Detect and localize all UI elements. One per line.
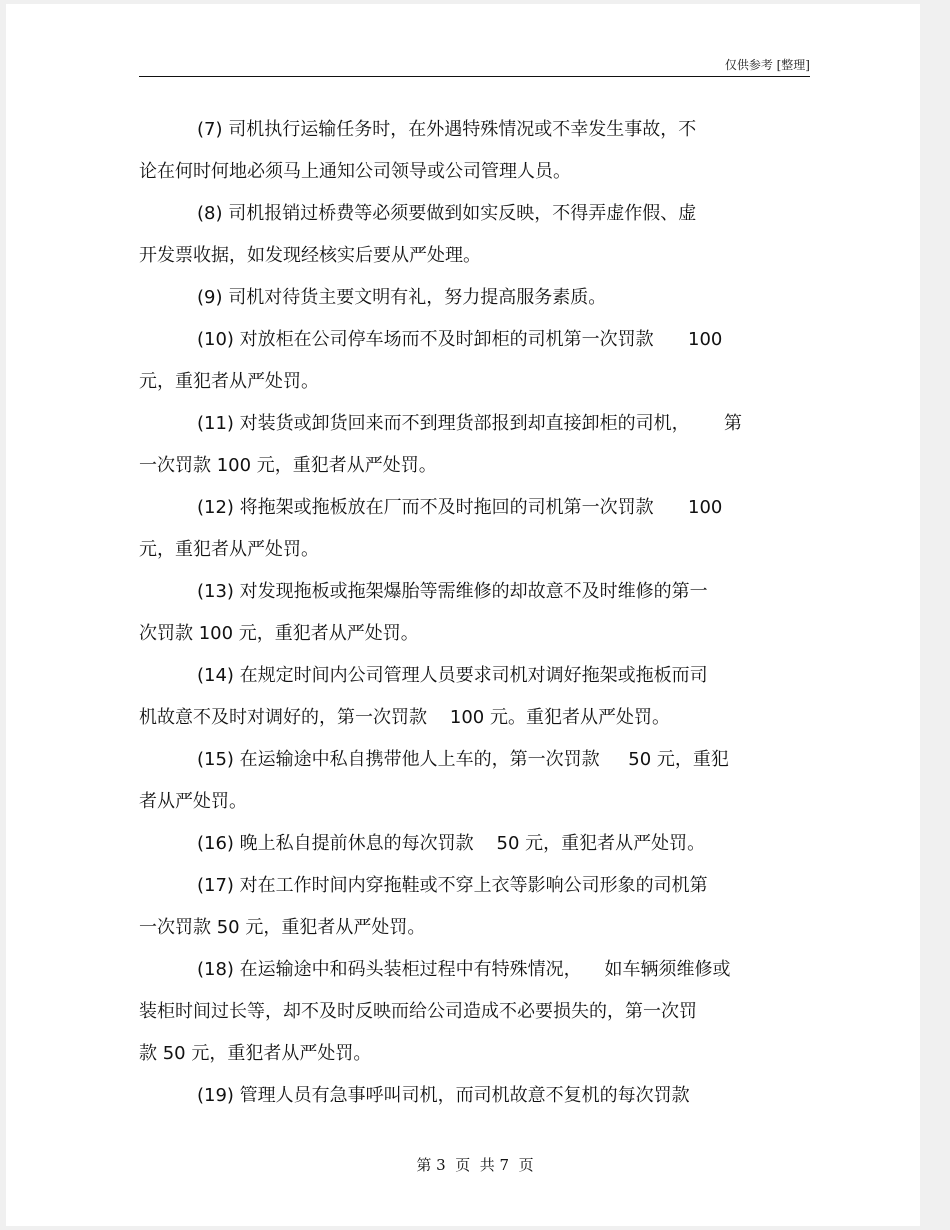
header-note: 仅供参考 [整理] <box>724 58 810 72</box>
text-line: 次罚款 100 元，重犯者从严处罚。 <box>139 623 419 644</box>
text-line: (15) 在运输途中私自携带他人上车的，第一次罚款 50 元，重犯 <box>197 749 729 770</box>
page-number: 第 3 页 共 7 页 <box>416 1156 534 1174</box>
text-line: (7) 司机执行运输任务时，在外遇特殊情况或不幸发生事故，不 <box>197 119 697 140</box>
text-line: (12) 将拖架或拖板放在厂而不及时拖回的司机第一次罚款 100 <box>197 497 723 518</box>
text-line: (8) 司机报销过桥费等必须要做到如实反映，不得弄虚作假、虚 <box>197 203 697 224</box>
text-line: 装柜时间过长等，却不及时反映而给公司造成不必要损失的，第一次罚 <box>139 1001 697 1022</box>
header-divider <box>139 76 810 77</box>
text-line: (16) 晚上私自提前休息的每次罚款 50 元，重犯者从严处罚。 <box>197 833 706 854</box>
text-line: 款 50 元，重犯者从严处罚。 <box>139 1043 372 1064</box>
text-line: (13) 对发现拖板或拖架爆胎等需维修的却故意不及时维修的第一 <box>197 581 708 602</box>
text-line: (17) 对在工作时间内穿拖鞋或不穿上衣等影响公司形象的司机第 <box>197 875 708 896</box>
text-line: 元，重犯者从严处罚。 <box>139 371 319 392</box>
text-line: 元，重犯者从严处罚。 <box>139 539 319 560</box>
text-line: 者从严处罚。 <box>139 791 247 812</box>
text-line: (9) 司机对待货主要文明有礼，努力提高服务素质。 <box>197 287 607 308</box>
text-line: 机故意不及时对调好的，第一次罚款 100 元。重犯者从严处罚。 <box>139 707 670 728</box>
text-line: (18) 在运输途中和码头装柜过程中有特殊情况， 如车辆须维修或 <box>197 959 731 980</box>
text-line: 一次罚款 100 元，重犯者从严处罚。 <box>139 455 437 476</box>
text-line: (14) 在规定时间内公司管理人员要求司机对调好拖架或拖板而司 <box>197 665 708 686</box>
text-line: 开发票收据，如发现经核实后要从严处理。 <box>139 245 481 266</box>
text-line: 一次罚款 50 元，重犯者从严处罚。 <box>139 917 426 938</box>
text-line: (19) 管理人员有急事呼叫司机，而司机故意不复机的每次罚款 <box>197 1085 690 1106</box>
text-line: (11) 对装货或卸货回来而不到理货部报到却直接卸柜的司机， 第 <box>197 413 742 434</box>
text-line: (10) 对放柜在公司停车场而不及时卸柜的司机第一次罚款 100 <box>197 329 723 350</box>
text-line: 论在何时何地必须马上通知公司领导或公司管理人员。 <box>139 161 571 182</box>
